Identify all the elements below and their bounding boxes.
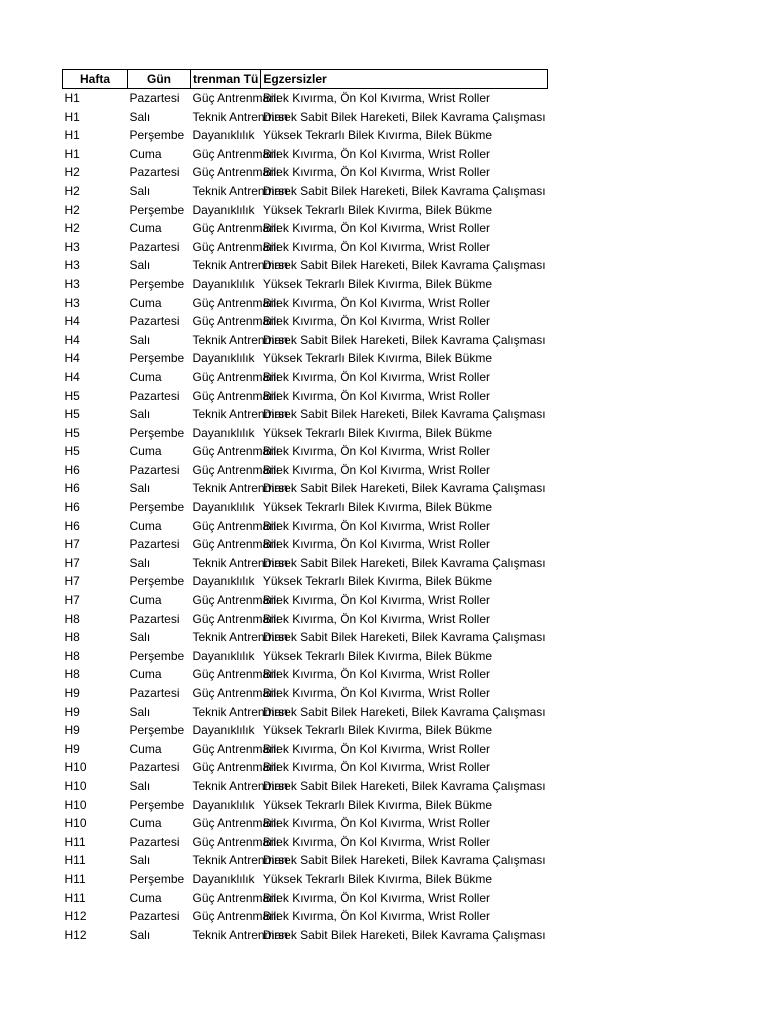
cell-egzersizler[interactable]: Yüksek Tekrarlı Bilek Kıvırma, Bilek Bükme	[262, 648, 493, 663]
cell-hafta[interactable]: H5	[64, 425, 80, 440]
cell-antrenman-turu[interactable]: Dayanıklılık	[192, 276, 255, 291]
cell-egzersizler[interactable]: Bilek Kıvırma, Ön Kol Kıvırma, Wrist Roller	[262, 890, 490, 905]
table-row	[63, 238, 548, 257]
cell-gun[interactable]: Pazartesi	[129, 537, 180, 552]
cell-hafta[interactable]: H10	[64, 760, 87, 775]
cell-antrenman-turu[interactable]: Güç Antrenmanı	[192, 369, 280, 384]
cell-antrenman-turu[interactable]: Güç Antrenmanı	[192, 890, 280, 905]
cell-egzersizler[interactable]: Bilek Kıvırma, Ön Kol Kıvırma, Wrist Roller	[262, 760, 490, 775]
cell-gun[interactable]: Pazartesi	[129, 314, 180, 329]
table-row	[63, 758, 548, 777]
cell-hafta[interactable]: H9	[64, 723, 80, 738]
cell-gun[interactable]: Perşembe	[129, 425, 185, 440]
cell-antrenman-turu[interactable]: Güç Antrenmanı	[192, 165, 280, 180]
cell-antrenman-turu[interactable]: Güç Antrenmanı	[192, 295, 280, 310]
cell-hafta[interactable]: H8	[64, 611, 80, 626]
cell-gun[interactable]: Cuma	[129, 593, 162, 608]
cell-antrenman-turu[interactable]: Güç Antrenmanı	[192, 462, 280, 477]
cell-hafta[interactable]: H6	[64, 481, 80, 496]
cell-hafta[interactable]: H9	[64, 741, 80, 756]
cell-egzersizler[interactable]: Dirsek Sabit Bilek Hareketi, Bilek Kavrama Çalışması	[262, 258, 546, 273]
cell-gun[interactable]: Salı	[129, 630, 151, 645]
cell-antrenman-turu[interactable]: Teknik Antrenman	[192, 332, 288, 347]
table-row	[63, 684, 548, 703]
cell-gun[interactable]: Pazartesi	[129, 834, 180, 849]
cell-hafta[interactable]: H9	[64, 686, 80, 700]
table-row	[63, 424, 548, 443]
table-row	[63, 777, 548, 796]
cell-gun[interactable]: Salı	[129, 927, 151, 942]
table-row	[63, 851, 548, 870]
cell-gun[interactable]: Salı	[129, 258, 151, 273]
cell-antrenman-turu[interactable]: Güç Antrenmanı	[192, 816, 280, 831]
cell-antrenman-turu[interactable]: Güç Antrenmanı	[192, 593, 280, 608]
table-row	[63, 498, 548, 517]
cell-egzersizler[interactable]: Bilek Kıvırma, Ön Kol Kıvırma, Wrist Roller	[262, 239, 490, 254]
cell-antrenman-turu[interactable]: Güç Antrenmanı	[192, 741, 280, 756]
cell-egzersizler[interactable]: Bilek Kıvırma, Ön Kol Kıvırma, Wrist Roller	[262, 593, 490, 608]
cell-antrenman-turu[interactable]: Dayanıklılık	[192, 574, 255, 589]
cell-hafta[interactable]: H8	[64, 630, 80, 645]
cell-gun[interactable]: Salı	[129, 109, 151, 124]
table-row	[63, 331, 548, 350]
cell-antrenman-turu[interactable]: Güç Antrenmanı	[192, 146, 280, 161]
cell-egzersizler[interactable]: Yüksek Tekrarlı Bilek Kıvırma, Bilek Bükme	[262, 202, 493, 217]
header-cell-hafta[interactable]: Hafta	[63, 70, 128, 89]
cell-hafta[interactable]: H6	[64, 500, 80, 515]
cell-antrenman-turu[interactable]: Güç Antrenmanı	[192, 667, 280, 682]
table-row	[63, 182, 548, 201]
table-row	[63, 368, 548, 387]
cell-egzersizler[interactable]: Bilek Kıvırma, Ön Kol Kıvırma, Wrist Roller	[262, 165, 490, 180]
cell-egzersizler[interactable]: Bilek Kıvırma, Ön Kol Kıvırma, Wrist Roller	[262, 909, 490, 924]
cell-gun[interactable]: Pazartesi	[129, 686, 180, 700]
cell-antrenman-turu[interactable]: Güç Antrenmanı	[192, 444, 280, 459]
table-row	[63, 201, 548, 220]
cell-egzersizler[interactable]: Bilek Kıvırma, Ön Kol Kıvırma, Wrist Roller	[262, 388, 490, 403]
cell-hafta[interactable]: H11	[64, 853, 86, 868]
cell-antrenman-turu[interactable]: Teknik Antrenman	[192, 258, 288, 273]
cell-antrenman-turu[interactable]: Güç Antrenmanı	[192, 909, 280, 924]
table-row	[63, 554, 548, 573]
cell-egzersizler[interactable]: Dirsek Sabit Bilek Hareketi, Bilek Kavrama Çalışması	[262, 555, 546, 570]
cell-gun[interactable]: Pazartesi	[129, 239, 180, 254]
cell-gun[interactable]: Perşembe	[129, 648, 185, 663]
cell-gun[interactable]: Cuma	[129, 444, 162, 459]
cell-antrenman-turu[interactable]: Teknik Antrenman	[192, 630, 288, 645]
cell-egzersizler[interactable]: Yüksek Tekrarlı Bilek Kıvırma, Bilek Bükme	[262, 500, 493, 515]
cell-gun[interactable]: Perşembe	[129, 276, 185, 291]
cell-antrenman-turu[interactable]: Güç Antrenmanı	[192, 221, 280, 236]
table-row	[63, 740, 548, 759]
table-row	[63, 517, 548, 536]
cell-gun[interactable]: Cuma	[129, 667, 162, 682]
cell-hafta[interactable]: H4	[64, 314, 80, 329]
cell-antrenman-turu[interactable]: Dayanıklılık	[192, 723, 255, 738]
cell-hafta[interactable]: H11	[64, 871, 86, 886]
cell-antrenman-turu[interactable]: Güç Antrenmanı	[192, 834, 280, 849]
cell-gun[interactable]: Salı	[129, 481, 151, 496]
table-row	[63, 294, 548, 313]
table-row	[63, 889, 548, 908]
cell-egzersizler[interactable]: Bilek Kıvırma, Ön Kol Kıvırma, Wrist Roller	[262, 462, 490, 477]
cell-egzersizler[interactable]: Bilek Kıvırma, Ön Kol Kıvırma, Wrist Roller	[262, 686, 490, 700]
cell-gun[interactable]: Salı	[129, 778, 151, 793]
cell-gun[interactable]: Cuma	[129, 816, 162, 831]
cell-hafta[interactable]: H2	[64, 183, 80, 198]
cell-antrenman-turu[interactable]: Dayanıklılık	[192, 648, 255, 663]
cell-egzersizler[interactable]: Dirsek Sabit Bilek Hareketi, Bilek Kavrama Çalışması	[262, 704, 546, 719]
spreadsheet	[62, 69, 548, 944]
table-row	[63, 387, 548, 406]
header-cell-egzersizler[interactable]: Egzersizler	[261, 70, 548, 89]
cell-egzersizler[interactable]: Bilek Kıvırma, Ön Kol Kıvırma, Wrist Roller	[262, 816, 490, 831]
table-row	[63, 163, 548, 182]
cell-egzersizler[interactable]: Dirsek Sabit Bilek Hareketi, Bilek Kavrama Çalışması	[262, 481, 546, 496]
cell-antrenman-turu[interactable]: Dayanıklılık	[192, 128, 255, 143]
cell-egzersizler[interactable]: Bilek Kıvırma, Ön Kol Kıvırma, Wrist Roller	[262, 667, 490, 682]
cell-antrenman-turu[interactable]: Teknik Antrenman	[192, 407, 288, 422]
cell-hafta[interactable]: H10	[64, 778, 87, 793]
table-row	[63, 796, 548, 815]
table-row	[63, 126, 548, 145]
cell-antrenman-turu[interactable]: Teknik Antrenman	[192, 853, 288, 868]
cell-antrenman-turu[interactable]: Teknik Antrenman	[192, 109, 288, 124]
table-row	[63, 275, 548, 294]
cell-egzersizler[interactable]: Yüksek Tekrarlı Bilek Kıvırma, Bilek Bükme	[262, 871, 493, 886]
table-row	[63, 628, 548, 647]
cell-egzersizler[interactable]: Yüksek Tekrarlı Bilek Kıvırma, Bilek Bükme	[262, 351, 493, 366]
cell-egzersizler[interactable]: Bilek Kıvırma, Ön Kol Kıvırma, Wrist Roller	[262, 611, 490, 626]
cell-hafta[interactable]: H3	[64, 258, 80, 273]
cell-egzersizler[interactable]: Dirsek Sabit Bilek Hareketi, Bilek Kavrama Çalışması	[262, 407, 546, 422]
cell-hafta[interactable]: H3	[64, 239, 80, 254]
cell-antrenman-turu[interactable]: Teknik Antrenman	[192, 555, 288, 570]
cell-egzersizler[interactable]: Dirsek Sabit Bilek Hareketi, Bilek Kavrama Çalışması	[262, 183, 546, 198]
cell-gun[interactable]: Perşembe	[129, 500, 185, 515]
cell-hafta[interactable]: H11	[64, 890, 86, 905]
cell-gun[interactable]: Pazartesi	[129, 909, 180, 924]
cell-antrenman-turu[interactable]: Dayanıklılık	[192, 500, 255, 515]
cell-antrenman-turu[interactable]: Dayanıklılık	[192, 351, 255, 366]
table-row	[63, 89, 548, 108]
cell-gun[interactable]: Cuma	[129, 369, 162, 384]
cell-hafta[interactable]: H9	[64, 704, 80, 719]
cell-gun[interactable]: Salı	[129, 407, 151, 422]
table-row	[63, 665, 548, 684]
cell-antrenman-turu[interactable]: Güç Antrenmanı	[192, 518, 280, 533]
table-row	[63, 479, 548, 498]
cell-hafta[interactable]: H4	[64, 332, 80, 347]
table-row	[63, 703, 548, 722]
cell-hafta[interactable]: H4	[64, 351, 80, 366]
cell-egzersizler[interactable]: Yüksek Tekrarlı Bilek Kıvırma, Bilek Bükme	[262, 425, 493, 440]
cell-antrenman-turu[interactable]: Güç Antrenmanı	[192, 314, 280, 329]
cell-gun[interactable]: Cuma	[129, 295, 162, 310]
table-row	[63, 312, 548, 331]
cell-hafta[interactable]: H1	[64, 109, 80, 124]
cell-hafta[interactable]: H7	[64, 537, 80, 552]
cell-antrenman-turu[interactable]: Dayanıklılık	[192, 797, 255, 812]
cell-antrenman-turu[interactable]: Teknik Antrenman	[192, 778, 288, 793]
cell-egzersizler[interactable]: Dirsek Sabit Bilek Hareketi, Bilek Kavrama Çalışması	[262, 332, 546, 347]
cell-egzersizler[interactable]: Yüksek Tekrarlı Bilek Kıvırma, Bilek Bükme	[262, 574, 493, 589]
cell-egzersizler[interactable]: Bilek Kıvırma, Ön Kol Kıvırma, Wrist Roller	[262, 518, 490, 533]
cell-gun[interactable]: Cuma	[129, 146, 162, 161]
cell-antrenman-turu[interactable]: Güç Antrenmanı	[192, 760, 280, 775]
cell-egzersizler[interactable]: Dirsek Sabit Bilek Hareketi, Bilek Kavrama Çalışması	[262, 778, 546, 793]
cell-antrenman-turu[interactable]: Güç Antrenmanı	[192, 388, 280, 403]
cell-antrenman-turu[interactable]: Güç Antrenmanı	[192, 91, 280, 105]
table-row	[63, 591, 548, 610]
cell-gun[interactable]: Pazartesi	[129, 462, 180, 477]
cell-gun[interactable]: Pazartesi	[129, 165, 180, 180]
table-row	[63, 926, 548, 945]
table-row	[63, 442, 548, 461]
cell-egzersizler[interactable]: Bilek Kıvırma, Ön Kol Kıvırma, Wrist Roller	[262, 537, 490, 552]
cell-hafta[interactable]: H10	[64, 816, 87, 831]
cell-gun[interactable]: Perşembe	[129, 797, 185, 812]
cell-antrenman-turu[interactable]: Güç Antrenmanı	[192, 686, 280, 700]
cell-gun[interactable]: Pazartesi	[129, 760, 180, 775]
cell-egzersizler[interactable]: Bilek Kıvırma, Ön Kol Kıvırma, Wrist Roller	[262, 314, 490, 329]
cell-egzersizler[interactable]: Bilek Kıvırma, Ön Kol Kıvırma, Wrist Roller	[262, 741, 490, 756]
table-row	[63, 108, 548, 127]
cell-hafta[interactable]: H1	[64, 91, 80, 105]
cell-egzersizler[interactable]: Yüksek Tekrarlı Bilek Kıvırma, Bilek Bükme	[262, 276, 493, 291]
cell-gun[interactable]: Salı	[129, 853, 151, 868]
cell-hafta[interactable]: H12	[64, 909, 87, 924]
cell-antrenman-turu[interactable]: Güç Antrenmanı	[192, 537, 280, 552]
cell-egzersizler[interactable]: Yüksek Tekrarlı Bilek Kıvırma, Bilek Bükme	[262, 128, 493, 143]
cell-egzersizler[interactable]: Yüksek Tekrarlı Bilek Kıvırma, Bilek Bükme	[262, 723, 493, 738]
cell-gun[interactable]: Salı	[129, 183, 151, 198]
cell-gun[interactable]: Perşembe	[129, 128, 185, 143]
cell-hafta[interactable]: H6	[64, 518, 80, 533]
cell-gun[interactable]: Cuma	[129, 741, 162, 756]
cell-egzersizler[interactable]: Bilek Kıvırma, Ön Kol Kıvırma, Wrist Roller	[262, 146, 490, 161]
cell-hafta[interactable]: H3	[64, 276, 80, 291]
cell-egzersizler[interactable]: Bilek Kıvırma, Ön Kol Kıvırma, Wrist Roller	[262, 834, 490, 849]
cell-gun[interactable]: Pazartesi	[129, 91, 180, 105]
cell-antrenman-turu[interactable]: Dayanıklılık	[192, 871, 255, 886]
table-row	[63, 405, 548, 424]
training-schedule-table	[62, 69, 548, 944]
cell-hafta[interactable]: H1	[64, 146, 80, 161]
cell-hafta[interactable]: H6	[64, 462, 80, 477]
cell-egzersizler[interactable]: Bilek Kıvırma, Ön Kol Kıvırma, Wrist Roller	[262, 295, 490, 310]
cell-hafta[interactable]: H7	[64, 593, 80, 608]
table-row	[63, 907, 548, 926]
cell-hafta[interactable]: H12	[64, 927, 87, 942]
table-row	[63, 814, 548, 833]
header-row	[63, 70, 548, 89]
table-row	[63, 461, 548, 480]
table-row	[63, 721, 548, 740]
cell-hafta[interactable]: H7	[64, 555, 80, 570]
cell-antrenman-turu[interactable]: Güç Antrenmanı	[192, 239, 280, 254]
cell-hafta[interactable]: H3	[64, 295, 80, 310]
cell-gun[interactable]: Salı	[129, 332, 151, 347]
header-cell-antrenman-turu[interactable]: trenman Tü	[191, 70, 261, 89]
cell-antrenman-turu[interactable]: Dayanıklılık	[192, 425, 255, 440]
cell-hafta[interactable]: H10	[64, 797, 87, 812]
table-body	[63, 89, 548, 945]
cell-antrenman-turu[interactable]: Teknik Antrenman	[192, 183, 288, 198]
cell-hafta[interactable]: H11	[64, 834, 86, 849]
cell-egzersizler[interactable]: Bilek Kıvırma, Ön Kol Kıvırma, Wrist Roller	[262, 91, 490, 105]
cell-egzersizler[interactable]: Bilek Kıvırma, Ön Kol Kıvırma, Wrist Roller	[262, 444, 490, 459]
cell-hafta[interactable]: H1	[64, 128, 80, 143]
cell-egzersizler[interactable]: Bilek Kıvırma, Ön Kol Kıvırma, Wrist Roller	[262, 369, 490, 384]
cell-egzersizler[interactable]: Bilek Kıvırma, Ön Kol Kıvırma, Wrist Roller	[262, 221, 490, 236]
cell-gun[interactable]: Perşembe	[129, 351, 185, 366]
cell-egzersizler[interactable]: Dirsek Sabit Bilek Hareketi, Bilek Kavrama Çalışması	[262, 630, 546, 645]
cell-hafta[interactable]: H2	[64, 221, 80, 236]
cell-hafta[interactable]: H8	[64, 667, 80, 682]
cell-hafta[interactable]: H5	[64, 407, 80, 422]
cell-gun[interactable]: Cuma	[129, 890, 162, 905]
cell-hafta[interactable]: H8	[64, 648, 80, 663]
cell-gun[interactable]: Salı	[129, 555, 151, 570]
table-row	[63, 870, 548, 889]
cell-gun[interactable]: Pazartesi	[129, 611, 180, 626]
cell-gun[interactable]: Perşembe	[129, 723, 185, 738]
cell-antrenman-turu[interactable]: Teknik Antrenman	[192, 927, 288, 942]
cell-hafta[interactable]: H2	[64, 165, 80, 180]
table-row	[63, 833, 548, 852]
cell-egzersizler[interactable]: Dirsek Sabit Bilek Hareketi, Bilek Kavrama Çalışması	[262, 853, 546, 868]
table-row	[63, 535, 548, 554]
cell-antrenman-turu[interactable]: Teknik Antrenman	[192, 481, 288, 496]
header-cell-gun[interactable]: Gün	[128, 70, 191, 89]
table-row	[63, 145, 548, 164]
cell-egzersizler[interactable]: Dirsek Sabit Bilek Hareketi, Bilek Kavrama Çalışması	[262, 109, 546, 124]
table-row	[63, 572, 548, 591]
cell-hafta[interactable]: H5	[64, 444, 80, 459]
table-row	[63, 610, 548, 629]
cell-egzersizler[interactable]: Dirsek Sabit Bilek Hareketi, Bilek Kavrama Çalışması	[262, 927, 546, 942]
cell-gun[interactable]: Pazartesi	[129, 388, 180, 403]
cell-antrenman-turu[interactable]: Teknik Antrenman	[192, 704, 288, 719]
cell-gun[interactable]: Cuma	[129, 221, 162, 236]
cell-antrenman-turu[interactable]: Dayanıklılık	[192, 202, 255, 217]
cell-antrenman-turu[interactable]: Güç Antrenmanı	[192, 611, 280, 626]
cell-hafta[interactable]: H7	[64, 574, 80, 589]
table-row	[63, 349, 548, 368]
table-row	[63, 219, 548, 238]
cell-egzersizler[interactable]: Yüksek Tekrarlı Bilek Kıvırma, Bilek Bükme	[262, 797, 493, 812]
cell-gun[interactable]: Perşembe	[129, 574, 185, 589]
cell-gun[interactable]: Salı	[129, 704, 151, 719]
cell-gun[interactable]: Cuma	[129, 518, 162, 533]
cell-gun[interactable]: Perşembe	[129, 871, 185, 886]
cell-hafta[interactable]: H2	[64, 202, 80, 217]
table-row	[63, 647, 548, 666]
cell-gun[interactable]: Perşembe	[129, 202, 185, 217]
cell-hafta[interactable]: H4	[64, 369, 80, 384]
cell-hafta[interactable]: H5	[64, 388, 80, 403]
table-row	[63, 256, 548, 275]
